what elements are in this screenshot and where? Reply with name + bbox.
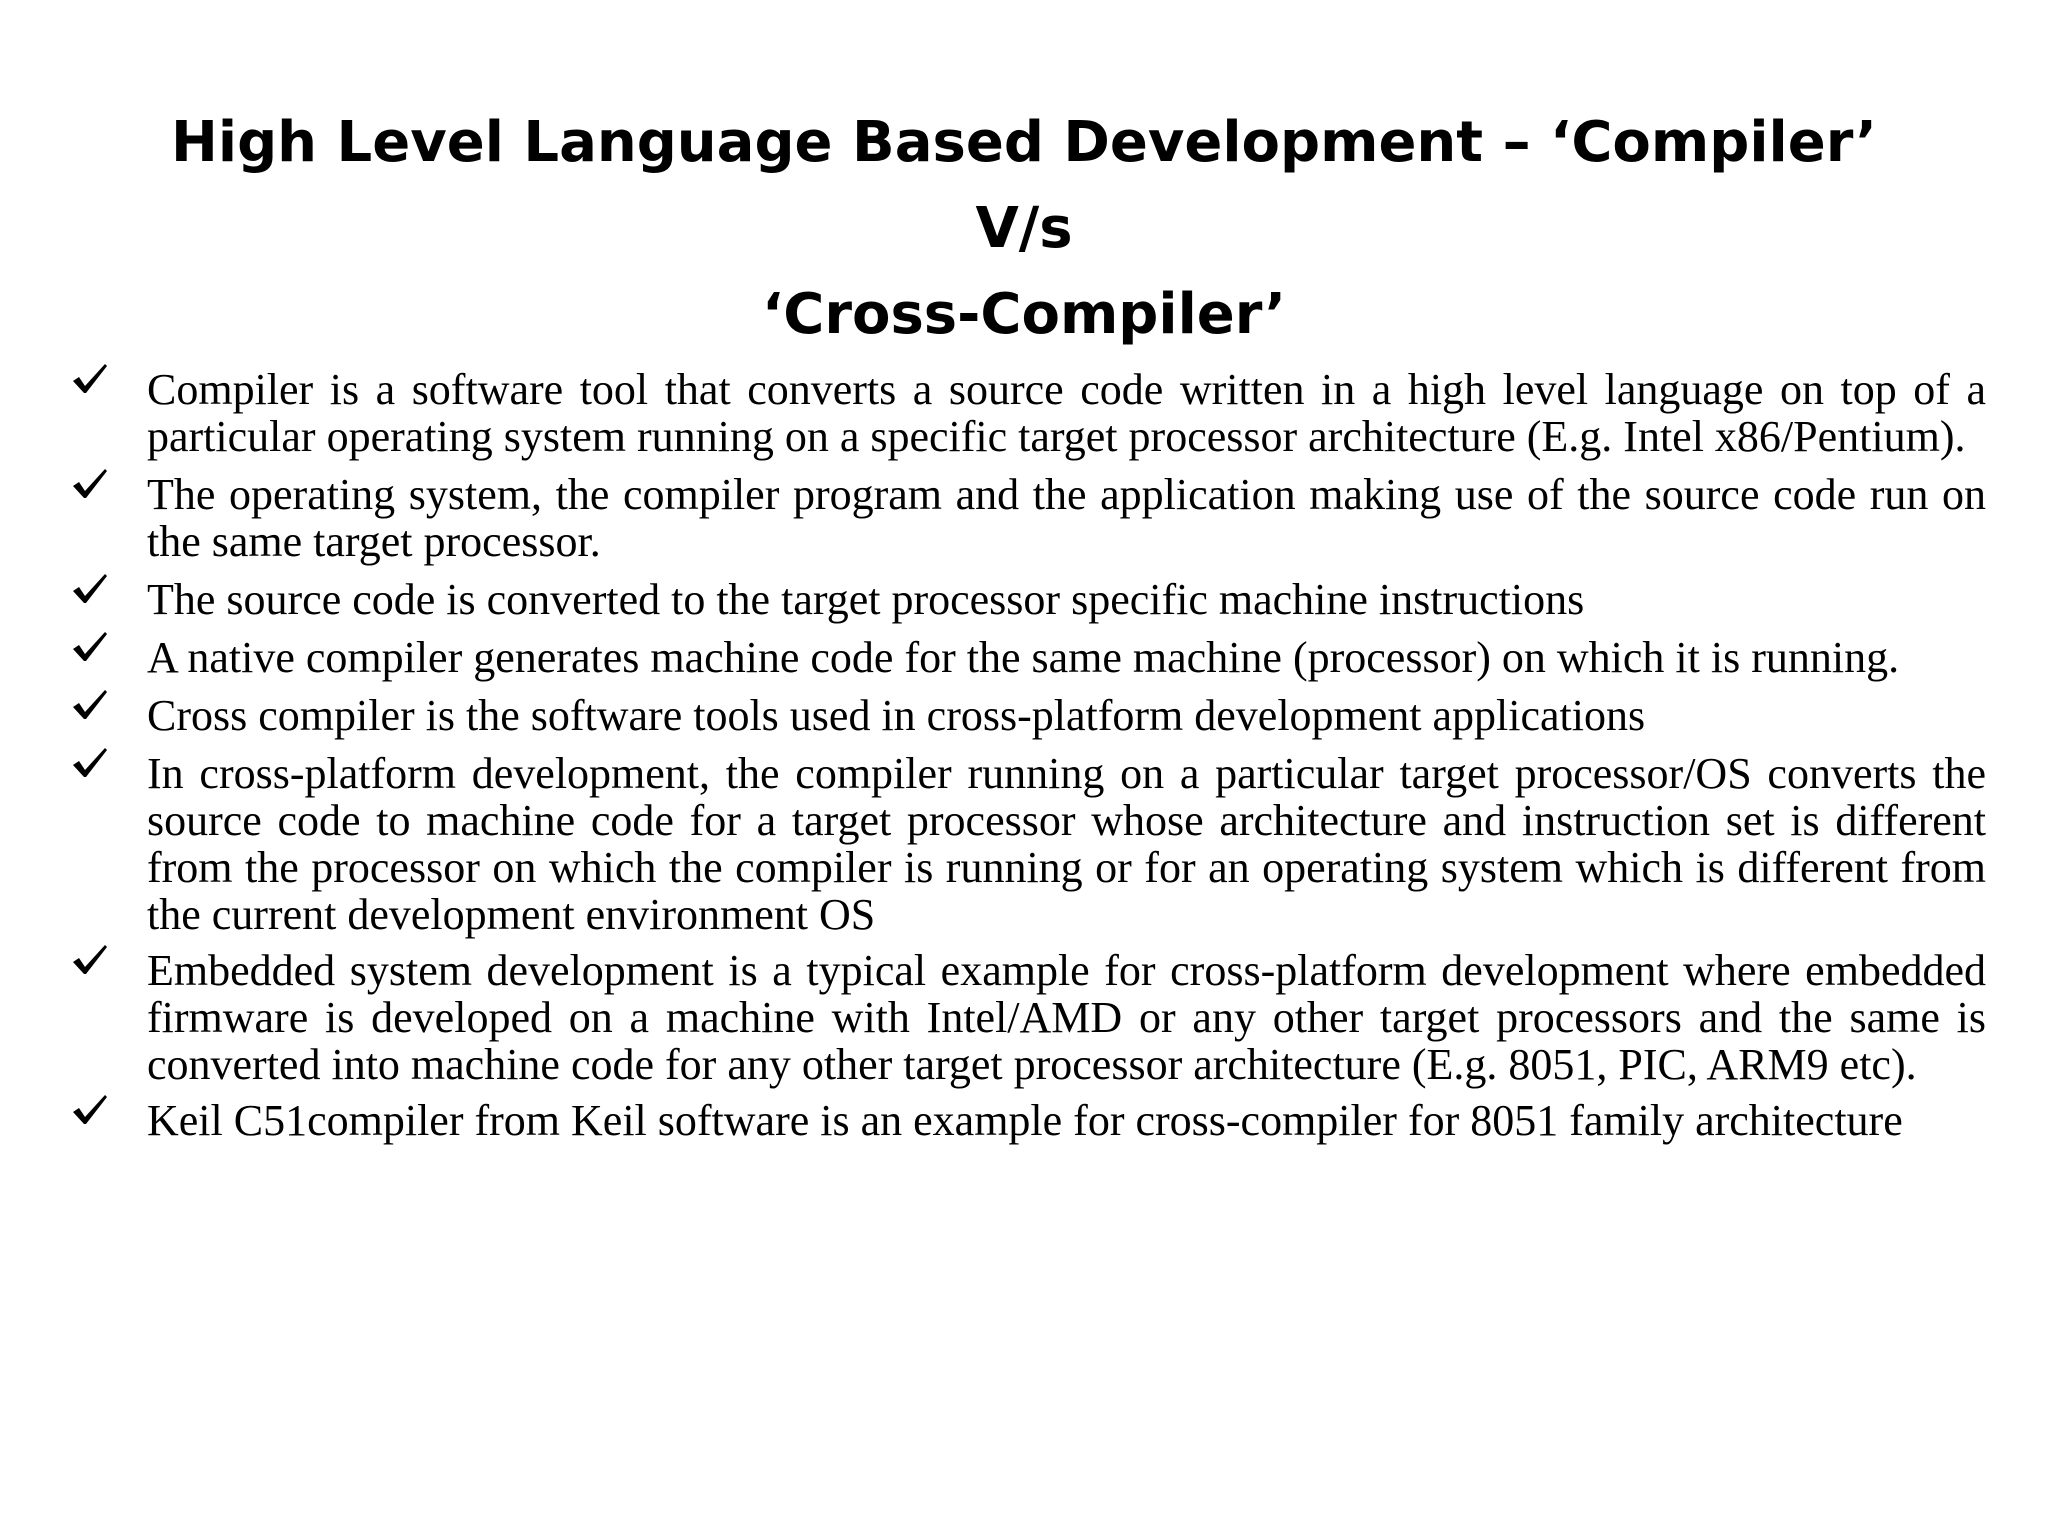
bullet-item bbox=[70, 692, 1986, 739]
checkmark-icon bbox=[70, 744, 110, 784]
bullet-text: The source code is converted to the target processor specific machine instructions bbox=[147, 575, 1585, 624]
bullet-text: Keil C51compiler from Keil software is an example for cross-compiler for 8051 family architecture bbox=[147, 1096, 1903, 1145]
slide-title bbox=[150, 100, 1898, 358]
bullet-item bbox=[70, 1097, 1986, 1144]
checkmark-icon bbox=[70, 941, 110, 981]
bullet-text: In cross-platform development, the compiler running on a particular target processor/OS converts the source code to machine code for a target processor whose architecture and instruction set is different from the processor on which the compiler is running or for an operating system which is different from the current development environment OS bbox=[147, 749, 1986, 939]
checkmark-icon bbox=[70, 570, 110, 610]
slide-title-line-1: High Level Language Based Development – ‘Compiler’ V/s bbox=[171, 110, 1877, 261]
slide-title-line-2: ‘Cross-Compiler’ bbox=[762, 282, 1286, 347]
bullet-list bbox=[70, 366, 1986, 1155]
checkmark-icon bbox=[70, 1091, 110, 1131]
bullet-item bbox=[70, 947, 1986, 1088]
bullet-item bbox=[70, 366, 1986, 460]
checkmark-icon bbox=[70, 465, 110, 505]
bullet-text: A native compiler generates machine code for the same machine (processor) on which it is running. bbox=[147, 633, 1900, 682]
bullet-text: Compiler is a software tool that converts a source code written in a high level language on top of a particular operating system running on a specific target processor architecture (E.g. Intel x86/Pentium). bbox=[147, 365, 1986, 461]
bullet-text: The operating system, the compiler program and the application making use of the source code run on the same target processor. bbox=[147, 470, 1986, 566]
bullet-item bbox=[70, 471, 1986, 565]
bullet-item bbox=[70, 750, 1986, 938]
checkmark-icon bbox=[70, 686, 110, 726]
bullet-item bbox=[70, 576, 1986, 623]
checkmark-icon bbox=[70, 360, 110, 400]
checkmark-icon bbox=[70, 628, 110, 668]
bullet-item bbox=[70, 634, 1986, 681]
bullet-text: Embedded system development is a typical example for cross-platform development where embedded firmware is developed on a machine with Intel/AMD or any other target processors and the same is converted into machine code for any other target processor architecture (E.g. 8051, PIC, ARM9 etc). bbox=[147, 946, 1986, 1089]
bullet-text: Cross compiler is the software tools used in cross-platform development applications bbox=[147, 691, 1646, 740]
